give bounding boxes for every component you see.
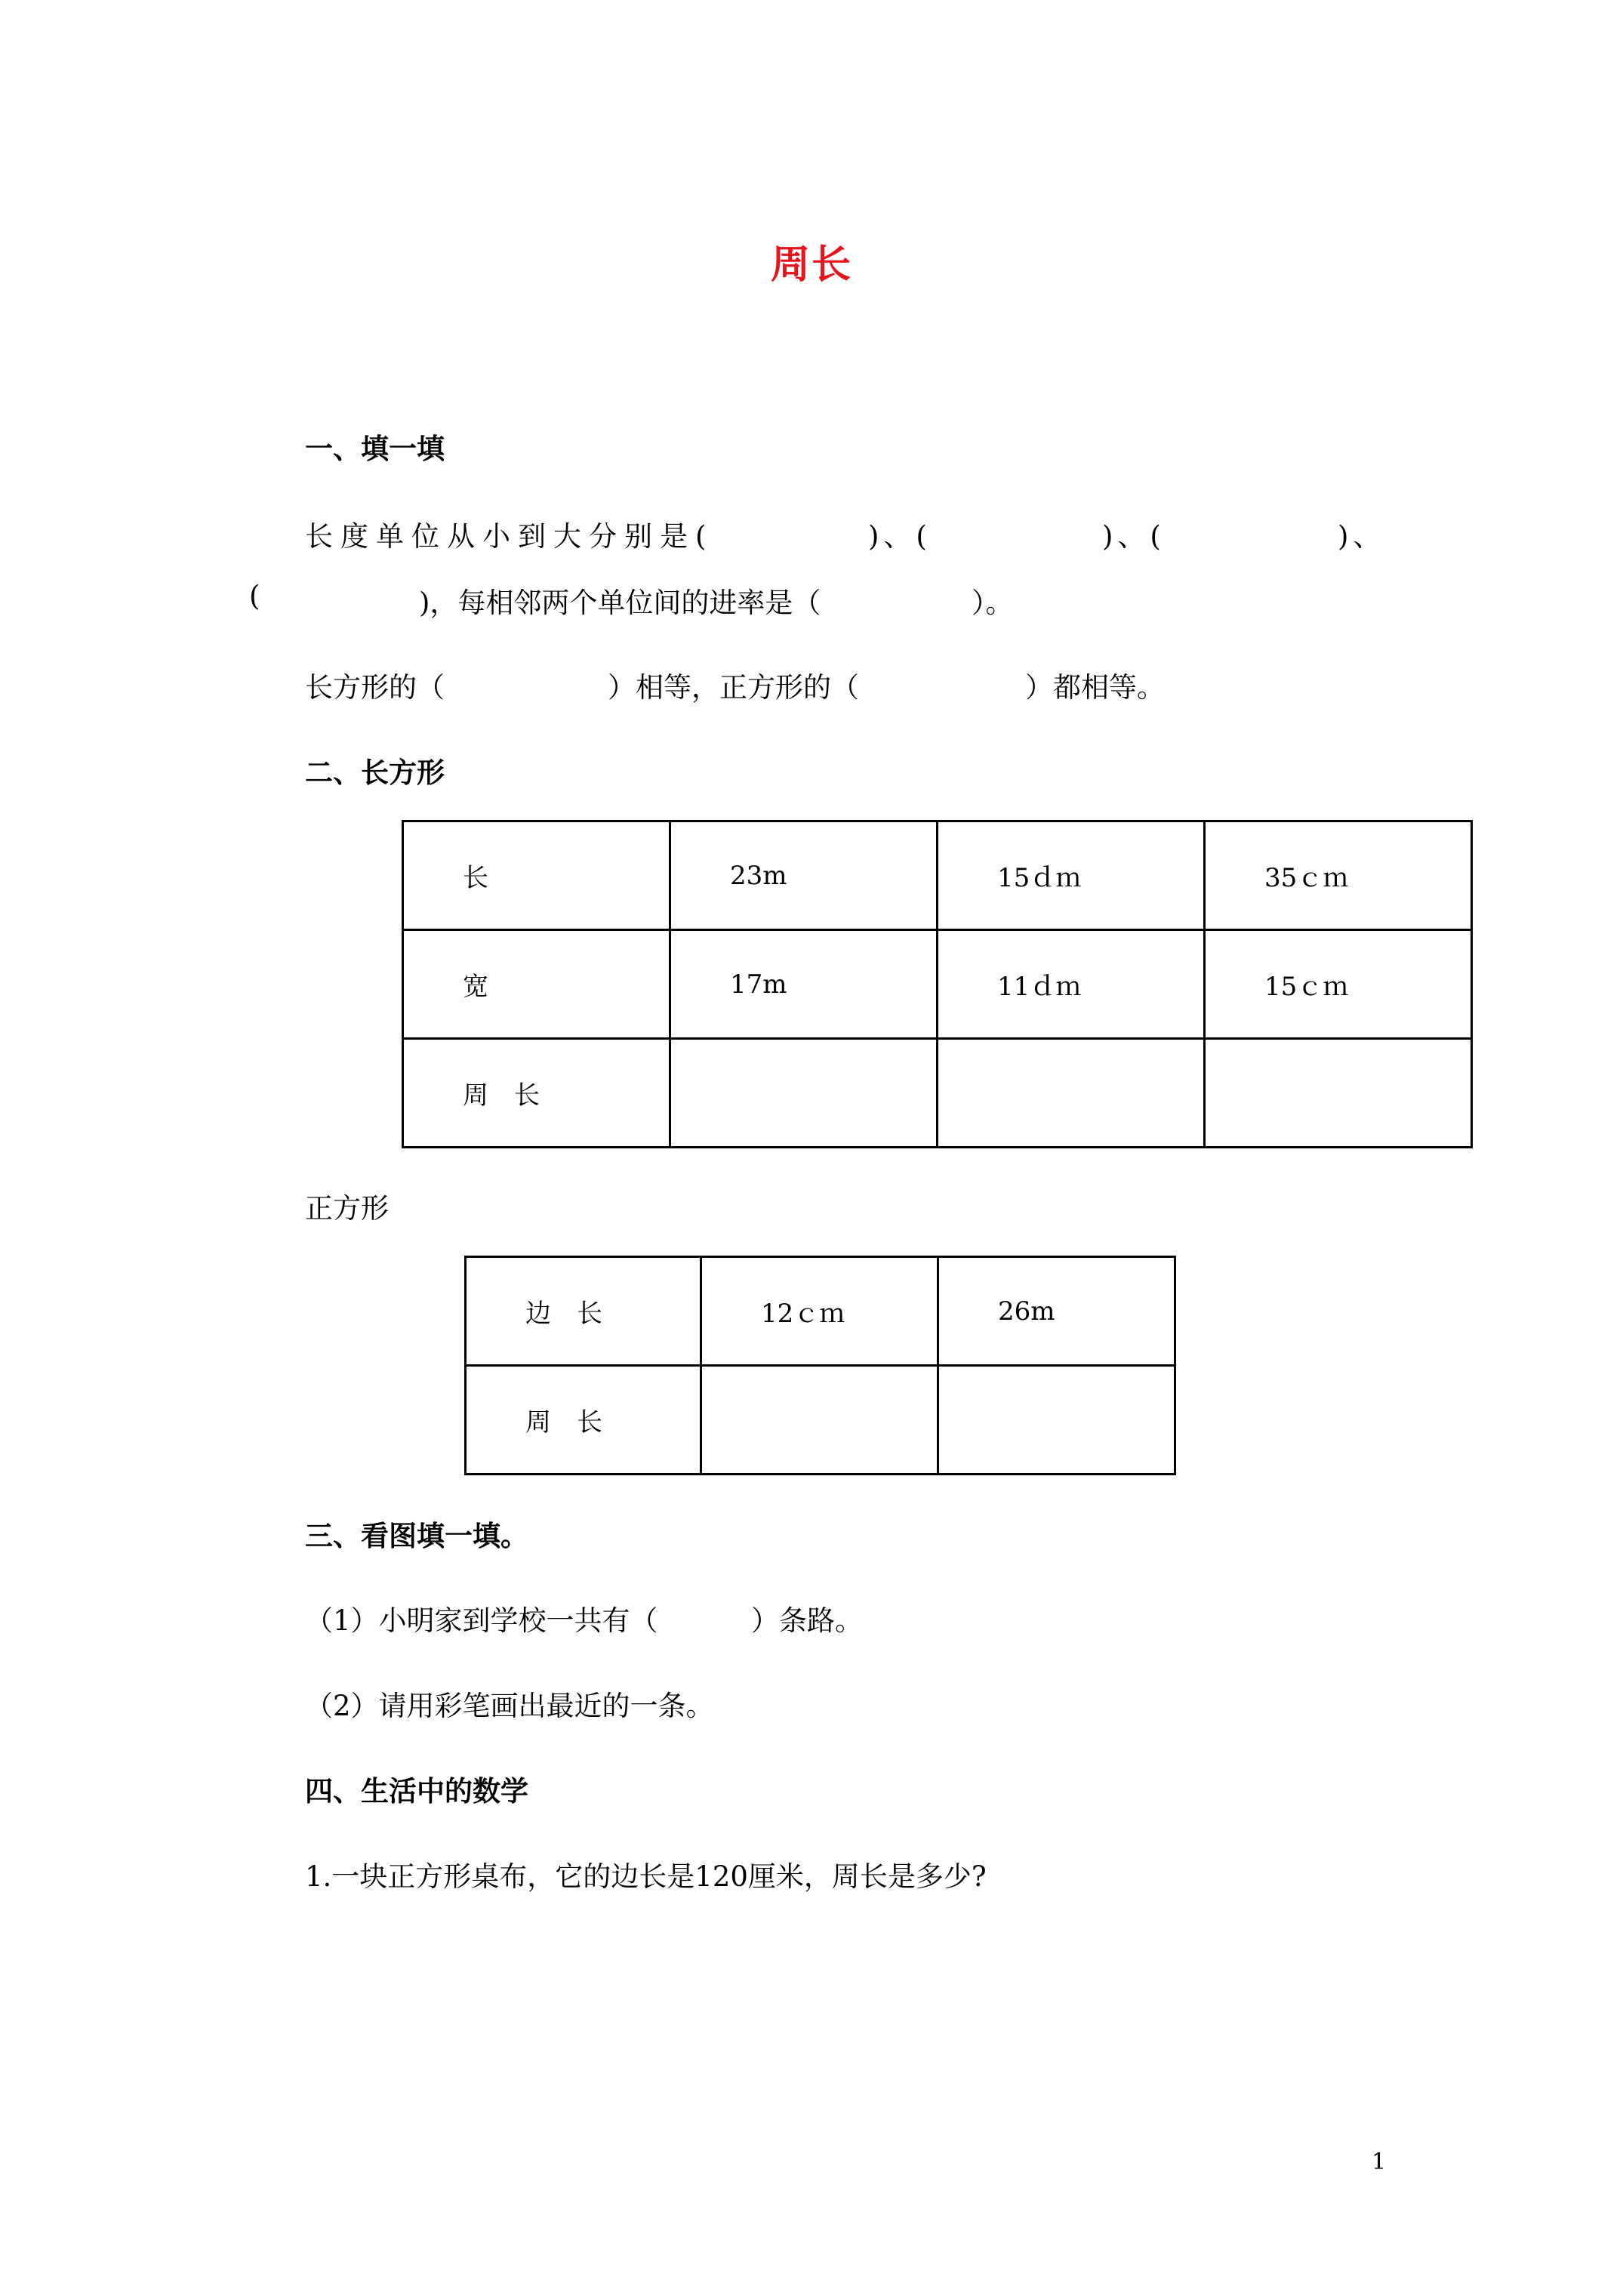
answer-cell[interactable]	[670, 1039, 938, 1148]
q1-line2-part-a: (	[249, 580, 260, 612]
q1-line1-part-d: )、	[1338, 520, 1386, 553]
section-heading-look-and-fill: 三、看图填一填。	[305, 1519, 528, 1552]
table-cell: 26m	[938, 1257, 1175, 1366]
q2-part-c: ）都相等。	[1025, 671, 1165, 704]
answer-cell[interactable]	[938, 1039, 1205, 1148]
rectangle-table	[402, 820, 1473, 1148]
section-heading-fill-in: 一、填一填	[305, 432, 445, 465]
q1-line1-part-c: )、(	[1102, 520, 1166, 553]
row-label-side: 边 长	[466, 1257, 701, 1366]
page-number: 1	[1372, 2149, 1387, 2175]
answer-cell[interactable]	[701, 1366, 938, 1475]
table-cell: 17m	[670, 930, 938, 1039]
answer-cell[interactable]	[1205, 1039, 1472, 1148]
q1-line2-part-c: ）。	[972, 587, 1014, 619]
table-row	[466, 1257, 1175, 1366]
s3-q1-part-a: （1）小明家到学校一共有（	[305, 1604, 658, 1637]
page-title: 周长	[770, 242, 852, 288]
square-heading: 正方形	[305, 1192, 389, 1225]
s3-q2: （2）请用彩笔画出最近的一条。	[305, 1690, 714, 1722]
table-row	[466, 1366, 1175, 1475]
table-cell: 15ｃｍ	[1205, 930, 1472, 1039]
table-row	[403, 821, 1472, 930]
section-heading-rectangle: 二、长方形	[305, 756, 445, 789]
table-row	[403, 1039, 1472, 1148]
q2-part-a: 长方形的（	[305, 671, 445, 704]
s3-q1-part-b: ）条路。	[751, 1604, 863, 1637]
s4-q1: 1.一块正方形桌布，它的边长是120厘米，周长是多少?	[305, 1860, 987, 1893]
table-cell: 35ｃｍ	[1205, 821, 1472, 930]
q1-line1-part-a: 长度单位从小到大分别是(	[305, 520, 714, 553]
q1-line1-part-b: )、(	[868, 520, 932, 553]
square-table	[464, 1256, 1176, 1475]
row-label-perimeter: 周 长	[403, 1039, 670, 1148]
table-cell: 23m	[670, 821, 938, 930]
q2-part-b: ）相等，正方形的（	[608, 671, 859, 704]
row-label-perimeter: 周 长	[466, 1366, 701, 1475]
table-cell: 12ｃｍ	[701, 1257, 938, 1366]
table-cell: 15ｄｍ	[938, 821, 1205, 930]
q1-line2-part-b: )，每相邻两个单位间的进率是（	[419, 587, 821, 619]
answer-cell[interactable]	[938, 1366, 1175, 1475]
row-label-length: 长	[403, 821, 670, 930]
section-heading-real-life-math: 四、生活中的数学	[305, 1774, 528, 1808]
table-row	[403, 930, 1472, 1039]
table-cell: 11ｄｍ	[938, 930, 1205, 1039]
row-label-width: 宽	[403, 930, 670, 1039]
